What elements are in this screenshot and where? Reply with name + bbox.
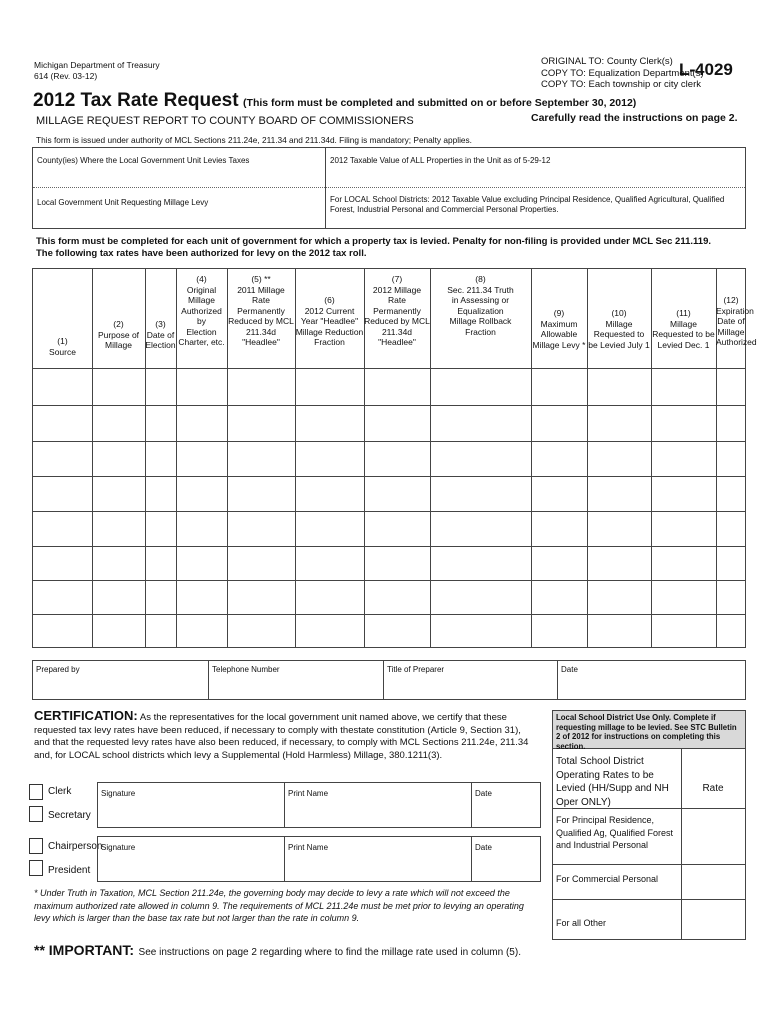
- county-field[interactable]: County(ies) Where the Local Government Unit Levies Taxes: [37, 156, 250, 165]
- important-text: See instructions on page 2 regarding where to find the millage rate used in column (5).: [138, 947, 521, 958]
- school-district-box: [552, 710, 746, 940]
- chair-signature-field[interactable]: Signature: [101, 843, 136, 852]
- clerk-label: Clerk: [48, 786, 72, 797]
- clerk-signature-field[interactable]: Signature: [101, 789, 136, 798]
- clerk-date-field[interactable]: Date: [475, 789, 492, 798]
- form-id: L-4029: [679, 60, 733, 79]
- certification-heading: CERTIFICATION:: [34, 708, 138, 723]
- chairperson-signature-row: [97, 836, 541, 882]
- president-checkbox[interactable]: [29, 860, 43, 876]
- all-other-label: For all Other: [556, 918, 607, 928]
- school-taxable-value-field[interactable]: For LOCAL School Districts: 2012 Taxable Value excluding Principal Residence, Qualified Agricultural, Qualified Forest, Industrial Personal and Commercial Personal Properties.: [330, 195, 725, 214]
- all-other-rate-field[interactable]: [682, 900, 745, 939]
- title-note: (This form must be completed and submitted on or before September 30, 2012): [243, 97, 637, 109]
- commercial-personal-label: For Commercial Personal: [556, 874, 659, 884]
- certification-text: As the representatives for the local government unit named above, we certify that these requested tax levy rates have been reduced, if necessary to comply with thestate constitution (Article 9, Section 31), and that the requested levy rates have also been reduced, if necessary, to comply with MCL Sections 211.24e, 211.34 and, for LOCAL school districts which levy a Supplemental (Hold Harmless) Millage, 380.1211(3).: [34, 712, 529, 761]
- taxable-value-field[interactable]: 2012 Taxable Value of ALL Properties in the Unit as of 5-29-12: [330, 156, 551, 165]
- millage-table: [32, 268, 757, 648]
- principal-residence-rate-field[interactable]: [682, 809, 745, 864]
- commercial-personal-rate-field[interactable]: [682, 865, 745, 899]
- prepared-by-field[interactable]: Prepared by: [36, 665, 80, 674]
- truth-in-taxation-footnote: * Under Truth in Taxation, MCL Section 211.24e, the governing body may decide to levy a rate which will not exceed the maximum authorized rate allowed in column 9. The requirements of MCL 211.24e must be met prior to levying an operating levy which is larger than the base tax rate but not larger than the rate in column 9.: [34, 888, 524, 923]
- form-number: 614 (Rev. 03-12): [34, 71, 98, 81]
- col-source-header: (1) Source: [49, 336, 76, 357]
- preparer-row: [32, 660, 746, 700]
- president-label: President: [48, 865, 91, 876]
- important-label: ** IMPORTANT:: [34, 942, 135, 958]
- original-to: ORIGINAL TO: County Clerk(s): [541, 56, 673, 67]
- col-2012-millage-header: (7) 2012 Millage Rate Permanently Reduced by MCL 211.34d "Headlee": [364, 274, 430, 347]
- principal-residence-label: For Principal Residence, Qualified Ag, Qualified Forest and Industrial Personal: [556, 815, 674, 850]
- col-purpose-header: (2) Purpose of Millage: [97, 319, 140, 350]
- page-title: 2012 Tax Rate Request: [33, 90, 239, 111]
- col-election-date-header: (3) Date of Election: [145, 319, 176, 350]
- copy-to-equalization: COPY TO: Equalization Department(s): [541, 67, 704, 79]
- col-max-levy-header: (9) Maximum Allowable Millage Levy *: [532, 308, 586, 350]
- total-rates-label: Total School District Operating Rates to be Levied (HH/Supp and NH Oper ONLY): [556, 756, 669, 808]
- clerk-checkbox[interactable]: [29, 784, 43, 800]
- chairperson-checkbox[interactable]: [29, 838, 43, 854]
- local-unit-field[interactable]: Local Government Unit Requesting Millage Levy: [37, 198, 209, 207]
- rate-header: Rate: [702, 783, 724, 794]
- col-2011-millage-header: (5) ** 2011 Millage Rate Permanently Reduced by MCL 211.34d "Headlee": [228, 274, 294, 347]
- col-expiration-header: (12) Expiration Date of Millage Authorized: [716, 295, 757, 347]
- unit-info-box: [32, 147, 746, 229]
- chairperson-label: Chairperson: [48, 841, 103, 852]
- clerk-signature-row: [97, 782, 541, 828]
- chair-print-name-field[interactable]: Print Name: [288, 843, 329, 852]
- read-instructions: Carefully read the instructions on page 2.: [531, 112, 738, 124]
- chair-date-field[interactable]: Date: [475, 843, 492, 852]
- copy-to-clerk: COPY TO: Each township or city clerk: [541, 79, 701, 90]
- col-headlee-fraction-header: (6) 2012 Current Year "Headlee" Millage Reduction Fraction: [295, 295, 364, 347]
- page-title-line: [33, 90, 636, 112]
- page-subtitle: MILLAGE REQUEST REPORT TO COUNTY BOARD OF COMMISSIONERS: [36, 115, 414, 127]
- col-july-levy-header: (10) Millage Requested to be Levied July 1: [588, 308, 650, 350]
- important-note: [34, 942, 521, 960]
- clerk-print-name-field[interactable]: Print Name: [288, 789, 329, 798]
- notice-text: This form must be completed for each unit of government for which a property tax is levied. Penalty for non-filing is provided under MCL Sec 211.119. The following tax rates have been authorized for levy on the 2012 tax roll.: [36, 236, 711, 259]
- secretary-label: Secretary: [48, 810, 91, 821]
- authority-text: This form is issued under authority of MCL Sections 211.24e, 211.34 and 211.34d. Filing is mandatory; Penalty applies.: [36, 135, 472, 145]
- col-original-millage-header: (4) Original Millage Authorized by Election Charter, etc.: [178, 274, 225, 347]
- preparer-date-field[interactable]: Date: [561, 665, 578, 674]
- secretary-checkbox[interactable]: [29, 806, 43, 822]
- col-rollback-header: (8) Sec. 211.34 Truth in Assessing or Equalization Millage Rollback Fraction: [447, 274, 514, 337]
- col-dec-levy-header: (11) Millage Requested to be Levied Dec. 1: [652, 308, 715, 350]
- department-name: Michigan Department of Treasury: [34, 60, 160, 70]
- certification-text-block: [34, 710, 536, 762]
- telephone-field[interactable]: Telephone Number: [212, 665, 280, 674]
- school-box-header: Local School District Use Only. Complete if requesting millage to be levied. See STC Bulletin 2 of 2012 for instructions on completing this section.: [553, 711, 745, 749]
- preparer-title-field[interactable]: Title of Preparer: [387, 665, 445, 674]
